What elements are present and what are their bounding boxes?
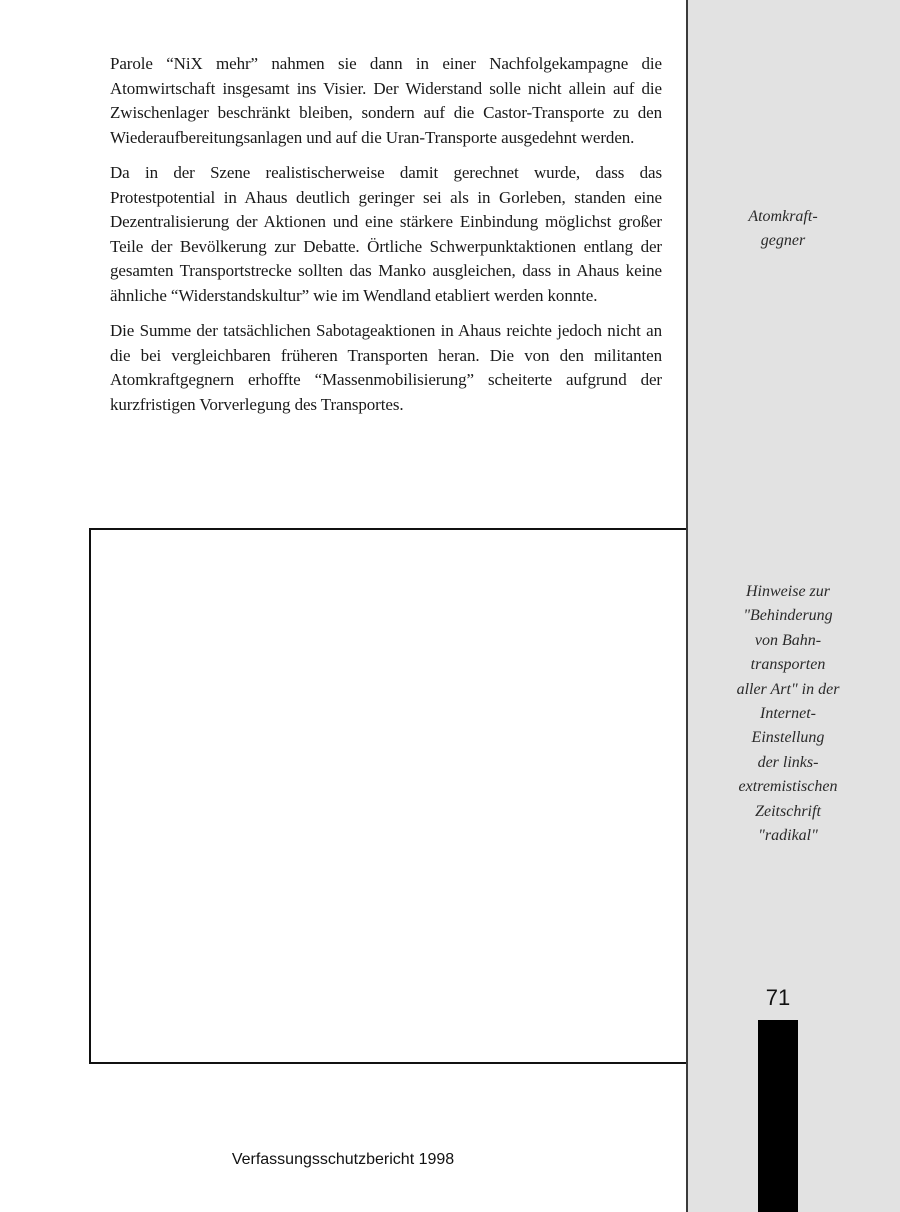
margin-note-line: Hinweise zur: [746, 583, 830, 600]
margin-note-line: aller Art" in der: [736, 680, 840, 698]
margin-note-line: Internet-: [760, 705, 816, 723]
margin-note-line: Zeitschrift: [755, 802, 821, 820]
margin-note-line: Atomkraft-: [748, 208, 818, 225]
image-frame: [89, 528, 698, 1064]
paragraph-3: Die Summe der tatsächlichen Sabotageaktionen in Ahaus reichte jedoch nicht an die bei vergleichbaren früheren Transporten heran. Die von den militanten Atomkraftgegnern erhoffte “Massenmobilisierung” scheiterte aufgrund der kurzfristigen Vorverlegung des Transportes.: [110, 321, 662, 414]
page-footer: Verfassungsschutzbericht 1998: [231, 1151, 455, 1168]
page-thumb-bar: [758, 1020, 798, 1212]
paragraph-2: Da in der Szene realistischerweise damit gerechnet wurde, dass das Protestpotential in Ahaus deutlich geringer sei als in Gorleben, standen eine Dezentralisierung der Aktionen und eine stärkere Einbindung möglichst großer Teile der Bevölkerung zur Debatte. Örtliche Schwerpunktaktionen entlang der gesamten Transportstrecke sollten das Manko ausgleichen, dass in Ahaus keine ähnliche “Widerstandskultur” wie im Wendland etabliert werden konnte.: [110, 163, 662, 305]
margin-note-line: Einstellung: [751, 729, 825, 747]
page-number: 71: [765, 985, 791, 1010]
margin-note-line: extremistischen: [738, 778, 838, 796]
margin-note-line: transporten: [750, 656, 826, 674]
margin-note-line: gegner: [760, 232, 806, 249]
margin-note-line: von Bahn-: [754, 631, 822, 649]
paragraph-1: Parole “NiX mehr” nahmen sie dann in einer Nachfolgekampagne die Atomwirtschaft insgesamt ins Visier. Der Widerstand solle nicht allein auf die Zwischenlager beschränkt bleiben, sondern auf die Castor-Transporte zu den Wiederaufbereitungsanlagen und auf die Uran-Transporte ausgedehnt werden.: [110, 54, 662, 147]
margin-note-line: "radikal": [758, 827, 818, 845]
margin-note-line: "Behinderung: [743, 607, 833, 625]
margin-note-line: der links-: [757, 753, 819, 771]
margin-note-atomkraftgegner: [698, 205, 868, 253]
margin-note-image-caption: [688, 580, 888, 848]
main-text-column: [110, 52, 662, 428]
